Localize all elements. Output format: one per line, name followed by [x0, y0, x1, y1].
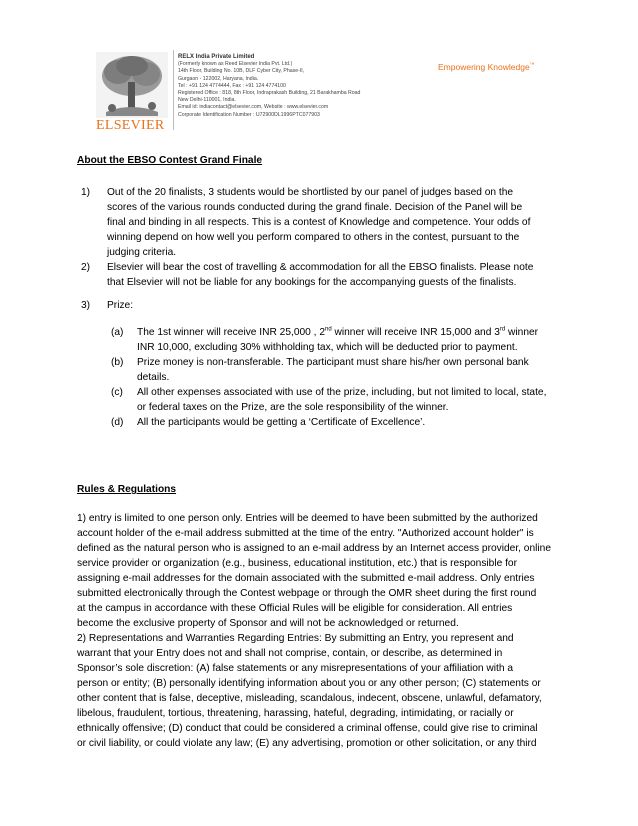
address-line: Gurgaon - 122002, Haryana, India. — [178, 75, 259, 82]
address-line: Corporate Identification Number : U72900DL1996PTC077903 — [178, 111, 320, 118]
company-name: RELX India Private Limited — [178, 54, 255, 60]
address-line: Registered Office : 818, 8th Floor, Indraprakash Building, 21 Barakhamba Road — [178, 90, 361, 97]
elsevier-logo-text: ELSEVIER — [96, 118, 165, 133]
tagline: Empowering Knowledge™ — [438, 62, 535, 72]
rules-paragraph-1: 1) entry is limited to one person only. Entries will be deemed to have been submitted by the authorized account holder of the e-mail address submitted at the time of the entry. "Authorized account holder" is defined as the natural person who is assigned to an e-mail address by an Internet access provider, online service provider or organization (e.g., business, educational institution, etc.) that is responsible for assigning e-mail addresses for the domain associated with the submitted e-mail address. Only entries submitted electronically through the Contest webpage or through the OMR sheet during the first round at the campus in accordance with these Official Rules will be eligible for consideration. All entries become the exclusive property of Sponsor and will not be acknowledged or returned. — [77, 513, 552, 629]
company-address-block — [178, 54, 360, 119]
finale-heading: About the EBSO Contest Grand Finale — [77, 155, 263, 166]
address-line: 14th Floor, Building No. 10B, DLF Cyber City, Phase-II, — [178, 68, 305, 75]
address-line: Tel : +91 124 4774444, Fax : +91 124 4774100 — [178, 82, 286, 89]
address-line: Email id: indiacontact@elsevier.com, Website : www.elsevier.com — [178, 104, 329, 111]
letterhead — [96, 46, 556, 138]
address-line: (Formerly known as Reed Elsevier India Pvt. Ltd.) — [178, 61, 293, 68]
rules-paragraph-2: 2) Representations and Warranties Regarding Entries: By submitting an Entry, you represent and warrant that your Entry does not and shall not comprise, contain, or describe, as determined in Sponsor’s sole discretion: (A) false statements or any misrepresentations of your affiliation with a person or entity; (B) personally identifying information about you or any other person; (C) statements or other content that is false, deceptive, misleading, scandalous, indecent, obscene, unlawful, defamatory, libelous, fraudulent, tortious, threatening, harassing, hateful, degrading, intimidating, or racially or ethnically offensive; (D) conduct that could be considered a criminal offense, could give rise to criminal or civil liability, or could violate any law; (E) any advertising, promotion or other solicitation, or any third — [77, 633, 542, 749]
rules-heading: Rules & Regulations — [77, 484, 177, 495]
address-line: New Delhi-110001, India. — [178, 97, 236, 104]
header-divider — [173, 50, 174, 130]
